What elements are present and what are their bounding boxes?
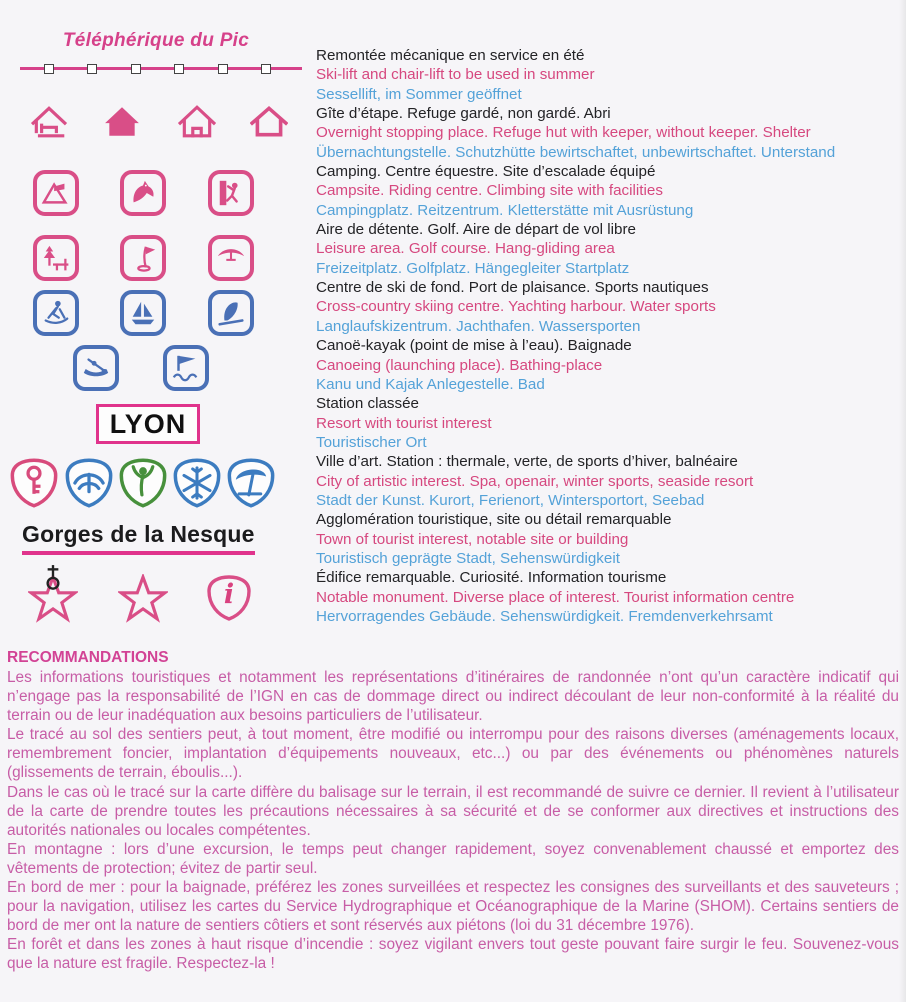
legend-fr: Station classée (316, 395, 419, 413)
legend-en: Town of tourist interest, notable site or building (316, 530, 629, 548)
seaside-resort-badge (225, 457, 277, 509)
legend-fr: Agglomération touristique, site ou détail remarquable (316, 511, 672, 529)
legend-en: Cross-country skiing centre. Yachting harbour. Water sports (316, 298, 716, 316)
refuge-non-garde-icon (178, 104, 216, 138)
abri-icon (250, 104, 288, 138)
legend-de: Freizeitplatz. Golfplatz. Hängegleiter Startplatz (316, 259, 630, 277)
legend-de: Campingplatz. Reitzentrum. Kletterstätte mit Ausrüstung (316, 201, 694, 219)
legend-en: Canoeing (launching place). Bathing-place (316, 356, 603, 374)
leisure-area-icon (33, 235, 79, 281)
climbing-icon (208, 170, 254, 216)
classified-resort-town-box (96, 404, 200, 444)
legend-en: Notable monument. Diverse place of interest. Tourist information centre (316, 588, 795, 606)
info-i-glyph: i (223, 579, 235, 610)
notable-monument-star (28, 574, 78, 629)
green-resort-badge (117, 457, 169, 509)
cable-pylon-square (131, 64, 141, 74)
recommendations-paragraph: En forêt et dans les zones à haut risque d’incendie : soyez vigilant envers tout geste pouvant faire surgir le feu. Souvenez-vous que la nature est fragile. Respectez-la ! (7, 936, 899, 973)
legend-en: City of artistic interest. Spa, openair, winter sports, seaside resort (316, 472, 754, 490)
cable-pylon-square (44, 64, 54, 74)
legend-fr: Centre de ski de fond. Port de plaisance. Sports nautiques (316, 279, 709, 297)
legend-en: Resort with tourist interest (316, 414, 492, 432)
legend-en: Ski-lift and chair-lift to be used in summer (316, 66, 595, 84)
place-of-interest-star (118, 574, 168, 629)
legend-fr: Canoë-kayak (point de mise à l’eau). Baignade (316, 337, 632, 355)
canoe-kayak-icon (73, 345, 119, 391)
legend-de: Sessellift, im Sommer geöffnet (316, 85, 522, 103)
calvary-cross-icon (42, 564, 64, 594)
recommendations-title: RECOMMANDATIONS (7, 649, 169, 666)
legend-de: Touristischer Ort (316, 433, 427, 451)
site-name-text: Gorges de la Nesque (22, 521, 255, 547)
notable-site-name-label (22, 521, 255, 555)
marina-sailboat-icon (120, 290, 166, 336)
town-name-label: LYON (109, 408, 187, 439)
tourist-information-badge (205, 574, 253, 622)
star-icon (118, 574, 168, 624)
legend-fr: Remontée mécanique en service en été (316, 47, 585, 64)
horse-riding-icon (120, 170, 166, 216)
recommendations-paragraph: Le tracé au sol des sentiers peut, à tout moment, être modifié ou interrompu pour des raisons diverses (aménagements locaux, remembrement foncier, implantation d’équipements nouveaux, etc...) ou par des événements ou phénomènes naturels (glissements de terrain, éboulis...). (7, 726, 899, 782)
legend-fr: Camping. Centre équestre. Site d’escalade équipé (316, 163, 656, 181)
cross-country-ski-icon (33, 290, 79, 336)
legend-de: Hervorragendes Gebäude. Sehenswürdigkeit. Fremdenverkehrsamt (316, 607, 773, 625)
legend-fr: Gîte d’étape. Refuge gardé, non gardé. Abri (316, 105, 611, 123)
recommendations-paragraph: Les informations touristiques et notamment les représentations d’itinéraires de randonnée n’ont qu’un caractère indicatif qui n’engage pas la responsabilité de l’IGN en cas de dommage direct ou indirect découlant de leur non-conformité à la réalité du terrain ou de leur inadéquation aux besoins particuliers de l’utilisateur. (7, 669, 899, 725)
legend-de: Kanu und Kajak Anlegestelle. Bad (316, 375, 545, 393)
bathing-icon (163, 345, 209, 391)
legend-text-column (316, 46, 901, 626)
cable-pylon-square (218, 64, 228, 74)
golf-icon (120, 235, 166, 281)
gite-etape-icon (30, 104, 68, 138)
windsurf-icon (208, 290, 254, 336)
cable-pylon-square (174, 64, 184, 74)
camping-tent-icon (33, 170, 79, 216)
hang-gliding-icon (208, 235, 254, 281)
legend-fr: Édifice remarquable. Curiosité. Information tourisme (316, 569, 667, 587)
legend-en: Overnight stopping place. Refuge hut with keeper, without keeper. Shelter (316, 124, 811, 142)
legend-de: Übernachtungstelle. Schutzhütte bewirtschaftet, unbewirtschaftet. Unterstand (316, 143, 836, 161)
city-of-art-key-badge (8, 457, 60, 509)
cable-lift-name-label: Téléphérique du Pic (62, 30, 250, 51)
legend-fr: Aire de détente. Golf. Aire de départ de vol libre (316, 221, 636, 239)
recommendations-paragraph: Dans le cas où le tracé sur la carte diffère du balisage sur le terrain, il est recommandé de suivre ce dernier. Il revient à l’utilisateur de la carte de prendre toutes les précautions nécessaires à sa sécurité et de se conformer aux directives et instructions des autorités nationales ou locales compétentes. (7, 783, 899, 839)
recommendations-paragraph: En bord de mer : pour la baignade, préférez les zones surveillées et respectez les consignes des surveillants et des sauveteurs ; pour la navigation, utilisez les cartes du Service Hydrographique et Océanographique de la Marine (SHOM). Certains sentiers de bord de mer ont la nature de sentiers côtiers et sont réservés aux piétons (loi du 31 décembre 1976). (7, 879, 899, 935)
cable-pylon-square (87, 64, 97, 74)
recommendations-section (7, 648, 899, 974)
cable-lift-line-symbol (20, 63, 302, 75)
legend-de: Touristisch geprägte Stadt, Sehenswürdigkeit (316, 549, 620, 567)
legend-fr: Ville d’art. Station : thermale, verte, de sports d’hiver, balnéaire (316, 453, 738, 471)
refuge-garde-icon (103, 104, 141, 138)
legend-en: Leisure area. Golf course. Hang-gliding area (316, 240, 615, 258)
cable-pylon-square (261, 64, 271, 74)
recommendations-paragraph: En montagne : lors d’une excursion, le temps peut changer rapidement, soyez convenablement chaussé et emportez des vêtements de protection; évitez de partir seul. (7, 840, 899, 877)
legend-en: Campsite. Riding centre. Climbing site with facilities (316, 182, 663, 200)
legend-de: Langlaufskizentrum. Jachthafen. Wassersporten (316, 317, 641, 335)
legend-de: Stadt der Kunst. Kurort, Ferienort, Wintersportort, Seebad (316, 491, 705, 509)
winter-sports-badge (171, 457, 223, 509)
cable-wire (20, 67, 302, 70)
spa-resort-badge (63, 457, 115, 509)
